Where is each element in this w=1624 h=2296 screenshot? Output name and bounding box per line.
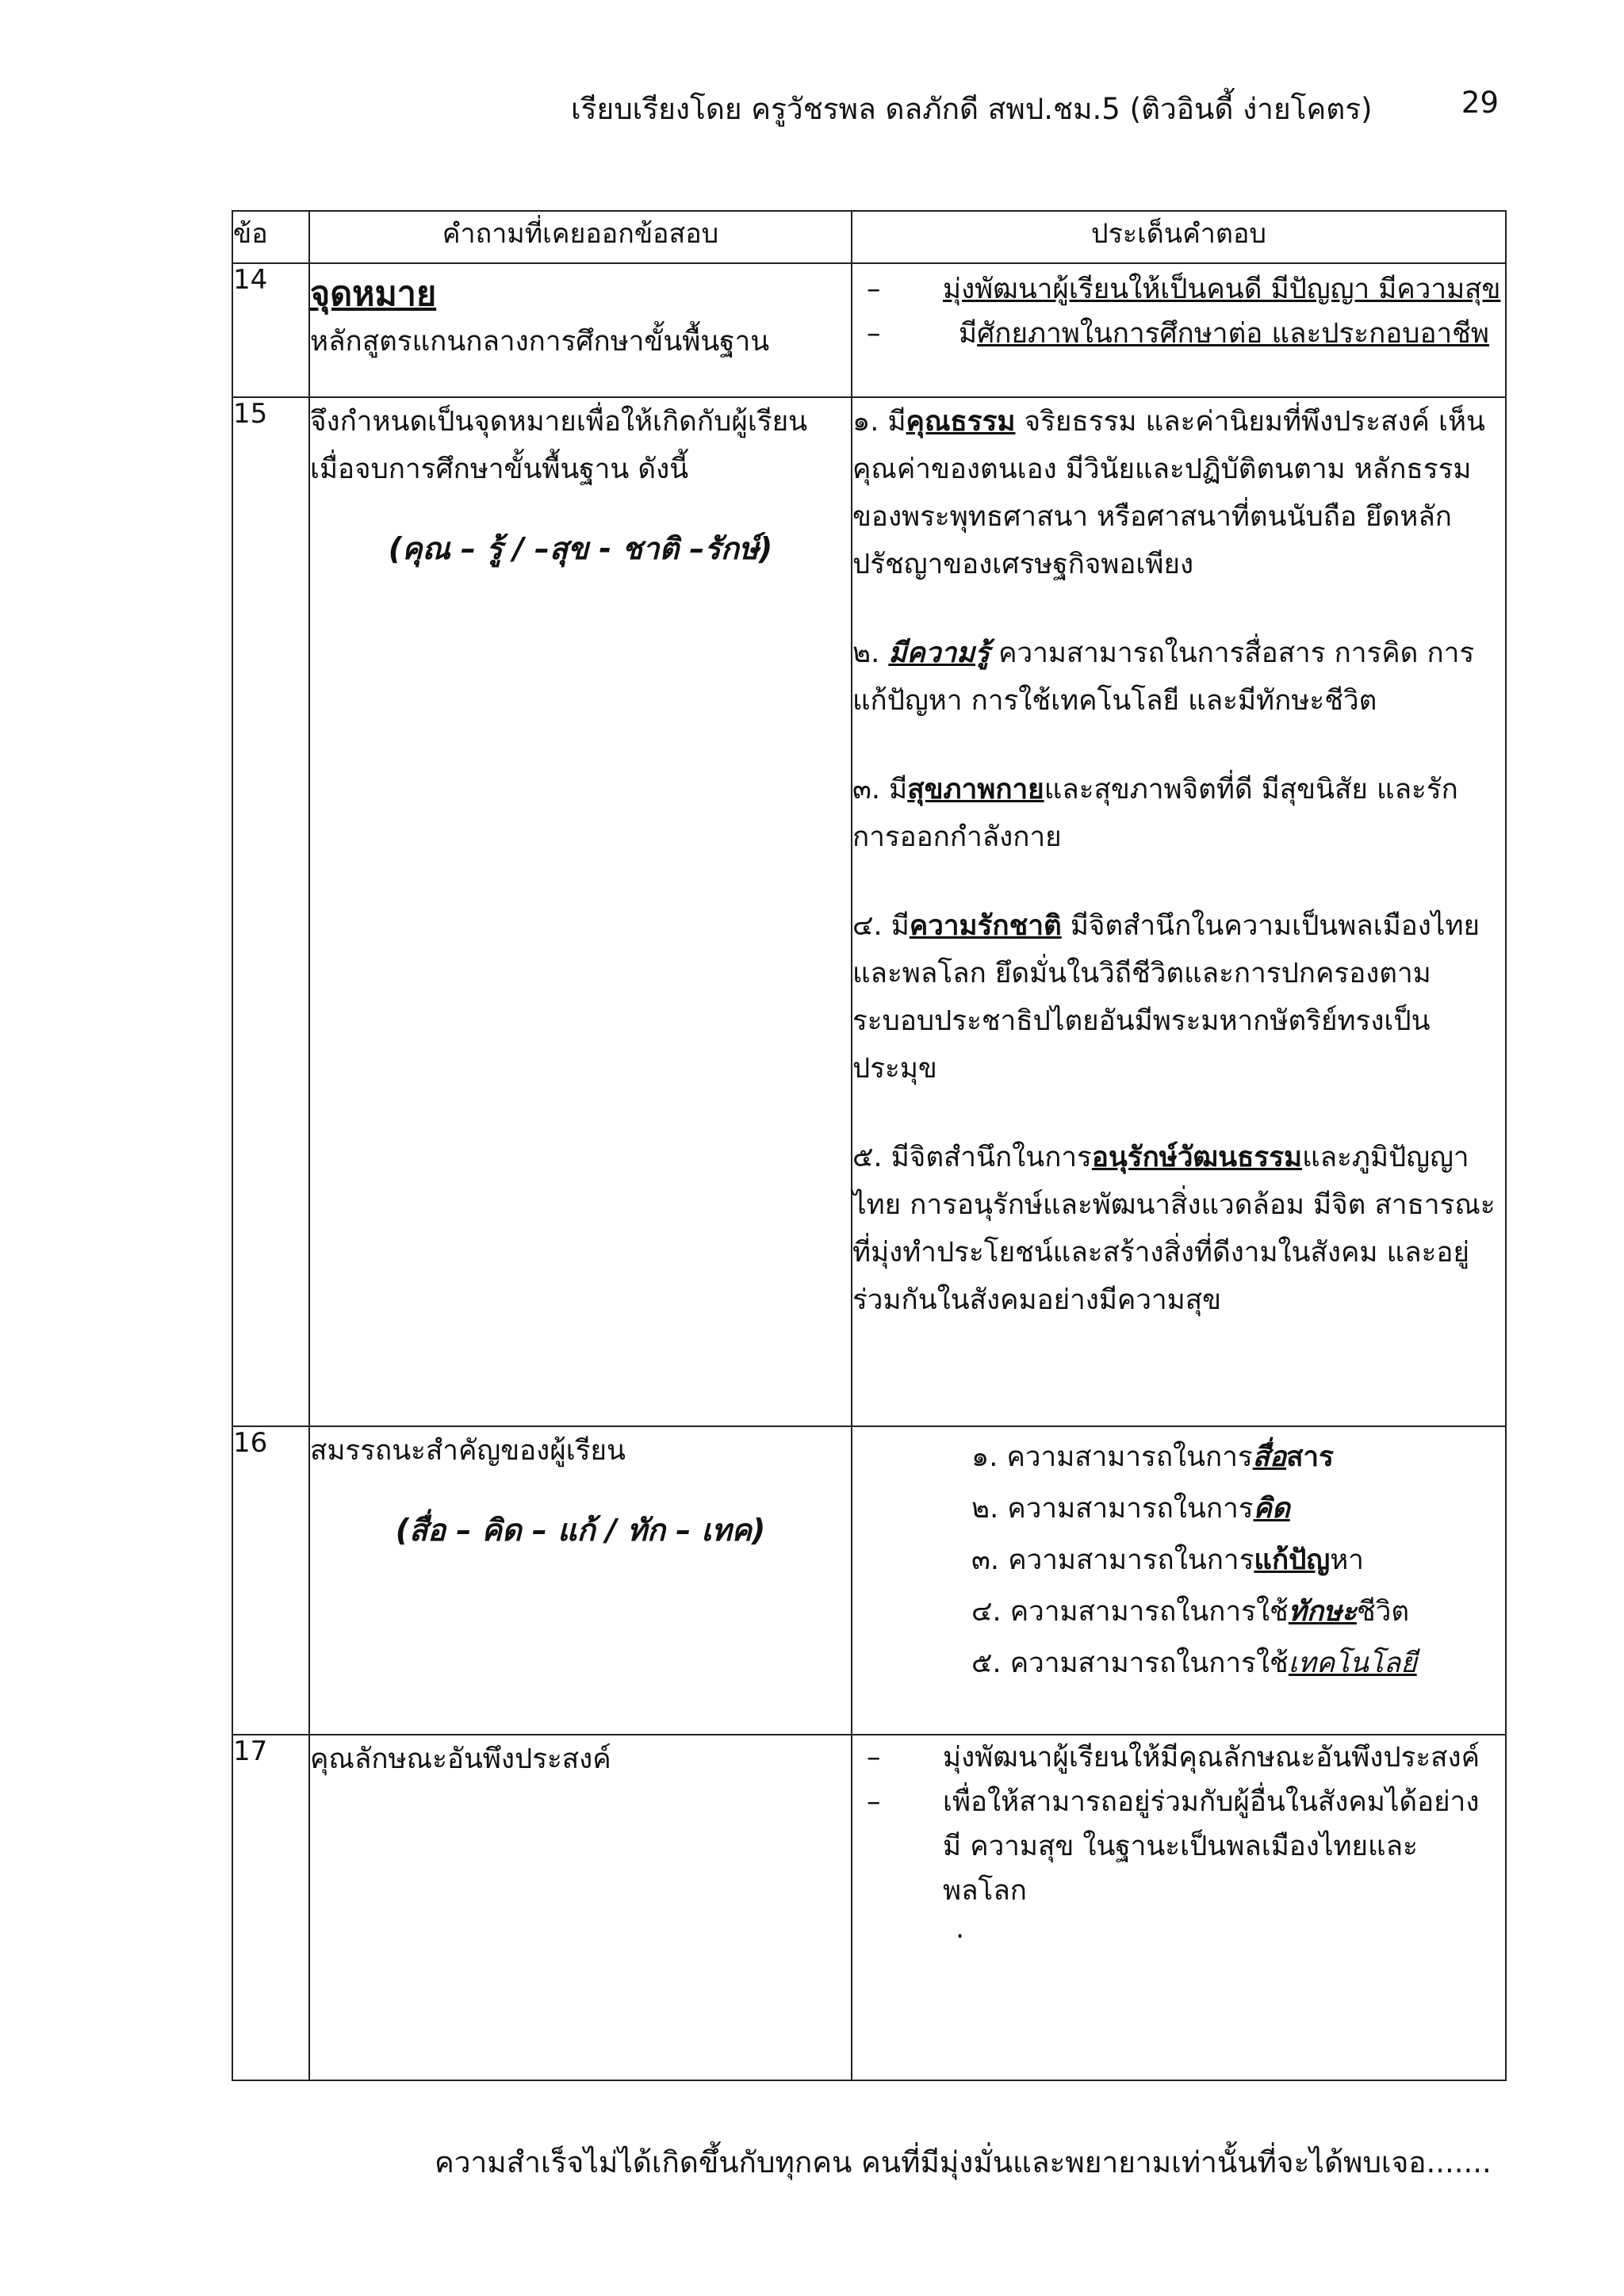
header-text: เรียบเรียงโดย ครูวัชรพล ดลภักดี สพป.ชม.5 (ติวอินดี้ ง่ายโคตร) xyxy=(571,92,1373,126)
question-cell: คุณลักษณะอันพึงประสงค์ xyxy=(309,1735,852,2080)
header-question: คำถามที่เคยออกข้อสอบ xyxy=(309,211,852,263)
row-number: 16 xyxy=(232,1426,309,1735)
row-number: 14 xyxy=(232,263,309,397)
list-item: ๓. มีสุขภาพกายและสุขภาพจิตที่ดี มีสุขนิสัย และรัก การออกกำลังกาย xyxy=(852,774,1458,853)
page-footer: ความสำเร็จไม่ได้เกิดขึ้นกับทุกคน คนที่มีมุ่งมั่นและพยายามเท่านั้นที่จะได้พบเจอ....... xyxy=(435,2145,1492,2179)
table-row-16 xyxy=(232,1426,1506,1735)
table-row-15 xyxy=(232,397,1506,1426)
list-item: ๒. มีความรู้ ความสามารถในการสื่อสาร การคิด การ แก้ปัญหา การใช้เทคโนโลยี และมีทักษะชีวิต xyxy=(852,637,1475,717)
page-header xyxy=(571,86,1499,132)
list-item: ๑. ความสามารถในการสื่อสาร xyxy=(971,1441,1334,1473)
header-no: ข้อ xyxy=(232,211,309,263)
table-header-row xyxy=(232,211,1506,263)
stray-dot: . xyxy=(956,1913,965,1945)
list-item: – เพื่อให้สามารถอยู่ร่วมกับผู้อื่นในสังคมได้อย่างมี ความสุข ในฐานะเป็นพลเมืองไทยและพลโลก xyxy=(867,1786,1480,1907)
list-item: ๑. มีคุณธรรม จริยธรรม และค่านิยมที่พึงประสงค์ เห็นคุณค่าของตนเอง มีวินัยและปฏิบัติตนตาม หลักธรรมของพระพุทธศาสนา หรือศาสนาที่ตนนับถือ ยึดหลักปรัชญาของเศรษฐกิจพอเพียง xyxy=(852,406,1485,580)
list-item: ๓. ความสามารถในการแก้ปัญหา xyxy=(971,1544,1364,1576)
list-item: ๒. ความสามารถในการคิด xyxy=(971,1493,1290,1525)
row16-formula: (สื่อ – คิด – แก้ / ทัก – เทค) xyxy=(395,1513,766,1548)
header-answer: ประเด็นคำตอบ xyxy=(852,211,1506,263)
answer-cell xyxy=(852,397,1506,1426)
list-item: – มุ่งพัฒนาผู้เรียนให้มีคุณลักษณะอันพึงประสงค์ xyxy=(867,1742,1480,1774)
list-item: – มุ่งพัฒนาผู้เรียนให้เป็นคนดี มีปัญญา มีความสุข xyxy=(867,274,1501,305)
question-cell: สมรรถนะสำคัญของผู้เรียน (สื่อ – คิด – แก้ / ทัก – เทค) xyxy=(309,1426,852,1735)
qa-table xyxy=(232,210,1507,2081)
row15-formula: (คุณ – รู้ / –สุข - ชาติ –รักษ์) xyxy=(388,531,773,566)
question-cell xyxy=(309,263,852,397)
row14-subtitle: หลักสูตรแกนกลางการศึกษาขั้นพื้นฐาน xyxy=(310,326,770,358)
table-row-17 xyxy=(232,1735,1506,2080)
row-number: 17 xyxy=(232,1735,309,2080)
question-cell: จึงกำหนดเป็นจุดหมายเพื่อให้เกิดกับผู้เรียน เมื่อจบการศึกษาขั้นพื้นฐาน ดังนี้ (คุณ – รู้ / –สุข - ชาติ –รักษ์) xyxy=(309,397,852,1426)
answer-cell xyxy=(852,1735,1506,2080)
list-item: ๔. ความสามารถในการใช้ทักษะชีวิต xyxy=(971,1596,1410,1628)
page-number: 29 xyxy=(1461,86,1499,120)
row14-title: จุดหมาย xyxy=(310,274,437,314)
answer-cell xyxy=(852,1426,1506,1735)
table-row-14 xyxy=(232,263,1506,397)
list-item: ๔. มีความรักชาติ มีจิตสำนึกในความเป็นพลเมืองไทย และพลโลก ยึดมั่นในวิถีชีวิตและการปกครองตาม ระบอบประชาธิปไตยอันมีพระมหากษัตริย์ทรงเป็น ประมุข xyxy=(852,910,1480,1085)
list-item: – มีศักยภาพในการศึกษาต่อ และประกอบอาชีพ xyxy=(867,318,1490,350)
list-item: ๕. ความสามารถในการใช้เทคโนโลยี xyxy=(971,1647,1417,1679)
answer-cell xyxy=(852,263,1506,397)
list-item: ๕. มีจิตสำนึกในการอนุรักษ์วัฒนธรรมและภูมิปัญญา ไทย การอนุรักษ์และพัฒนาสิ่งแวดล้อม มีจิต สาธารณะที่มุ่งทำประโยชน์และสร้างสิ่งที่ดีงามในสังคม และอยู่ร่วมกันในสังคมอย่างมีความสุข xyxy=(852,1142,1496,1316)
row-number: 15 xyxy=(232,397,309,1426)
